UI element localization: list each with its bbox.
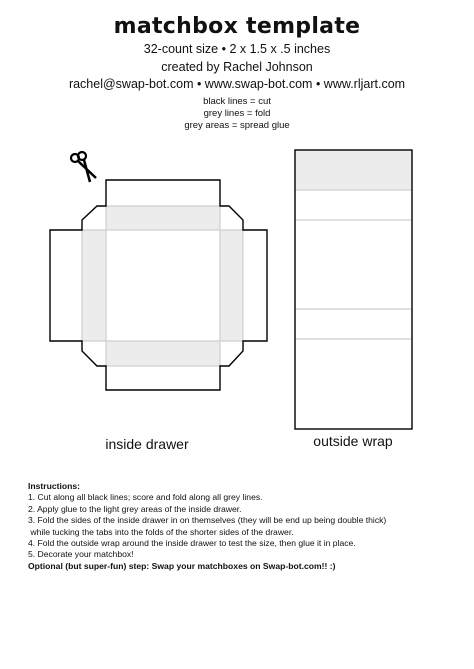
instruction-step: 1. Cut along all black lines; score and fold along all grey lines. (28, 492, 263, 503)
legend-glue: grey areas = spread glue (184, 120, 290, 131)
scissors-icon (71, 152, 96, 182)
glue-area-bottom (106, 341, 220, 366)
glue-area-left (82, 230, 106, 341)
caption-outside-wrap: outside wrap (313, 433, 393, 449)
optional-step: Optional (but super-fun) step: Swap your matchboxes on Swap-bot.com!! :) (28, 560, 336, 571)
size-line: 32-count size • 2 x 1.5 x .5 inches (143, 42, 331, 56)
outside-wrap (295, 150, 412, 429)
glue-area-wrap (295, 150, 412, 190)
instruction-step: 5. Decorate your matchbox! (28, 549, 134, 560)
instructions-heading: Instructions: (28, 481, 81, 491)
legend-fold: grey lines = fold (203, 108, 271, 119)
contact-line: rachel@swap-bot.com • www.swap-bot.com • www.rljart.com (68, 77, 406, 91)
instructions (28, 481, 458, 572)
caption-inside-drawer: inside drawer (105, 436, 189, 452)
glue-area-top (106, 206, 220, 230)
instruction-step: 2. Apply glue to the light grey areas of the inside drawer. (28, 503, 242, 514)
page-title: matchbox template (113, 14, 361, 39)
inside-drawer (50, 180, 267, 390)
credit-line: created by Rachel Johnson (161, 60, 313, 74)
instruction-step: 4. Fold the outside wrap around the inside drawer to test the size, then glue it in place. (28, 538, 356, 549)
wrap-cut-outline (295, 150, 412, 429)
wrap-fold-lines (295, 190, 412, 339)
legend-cut: black lines = cut (203, 96, 271, 107)
instruction-step: 3. Fold the sides of the inside drawer in on themselves (they will be end up being double thick) (28, 515, 387, 526)
instruction-step: while tucking the tabs into the folds of the shorter sides of the drawer. (28, 526, 294, 537)
glue-area-right (220, 230, 243, 341)
